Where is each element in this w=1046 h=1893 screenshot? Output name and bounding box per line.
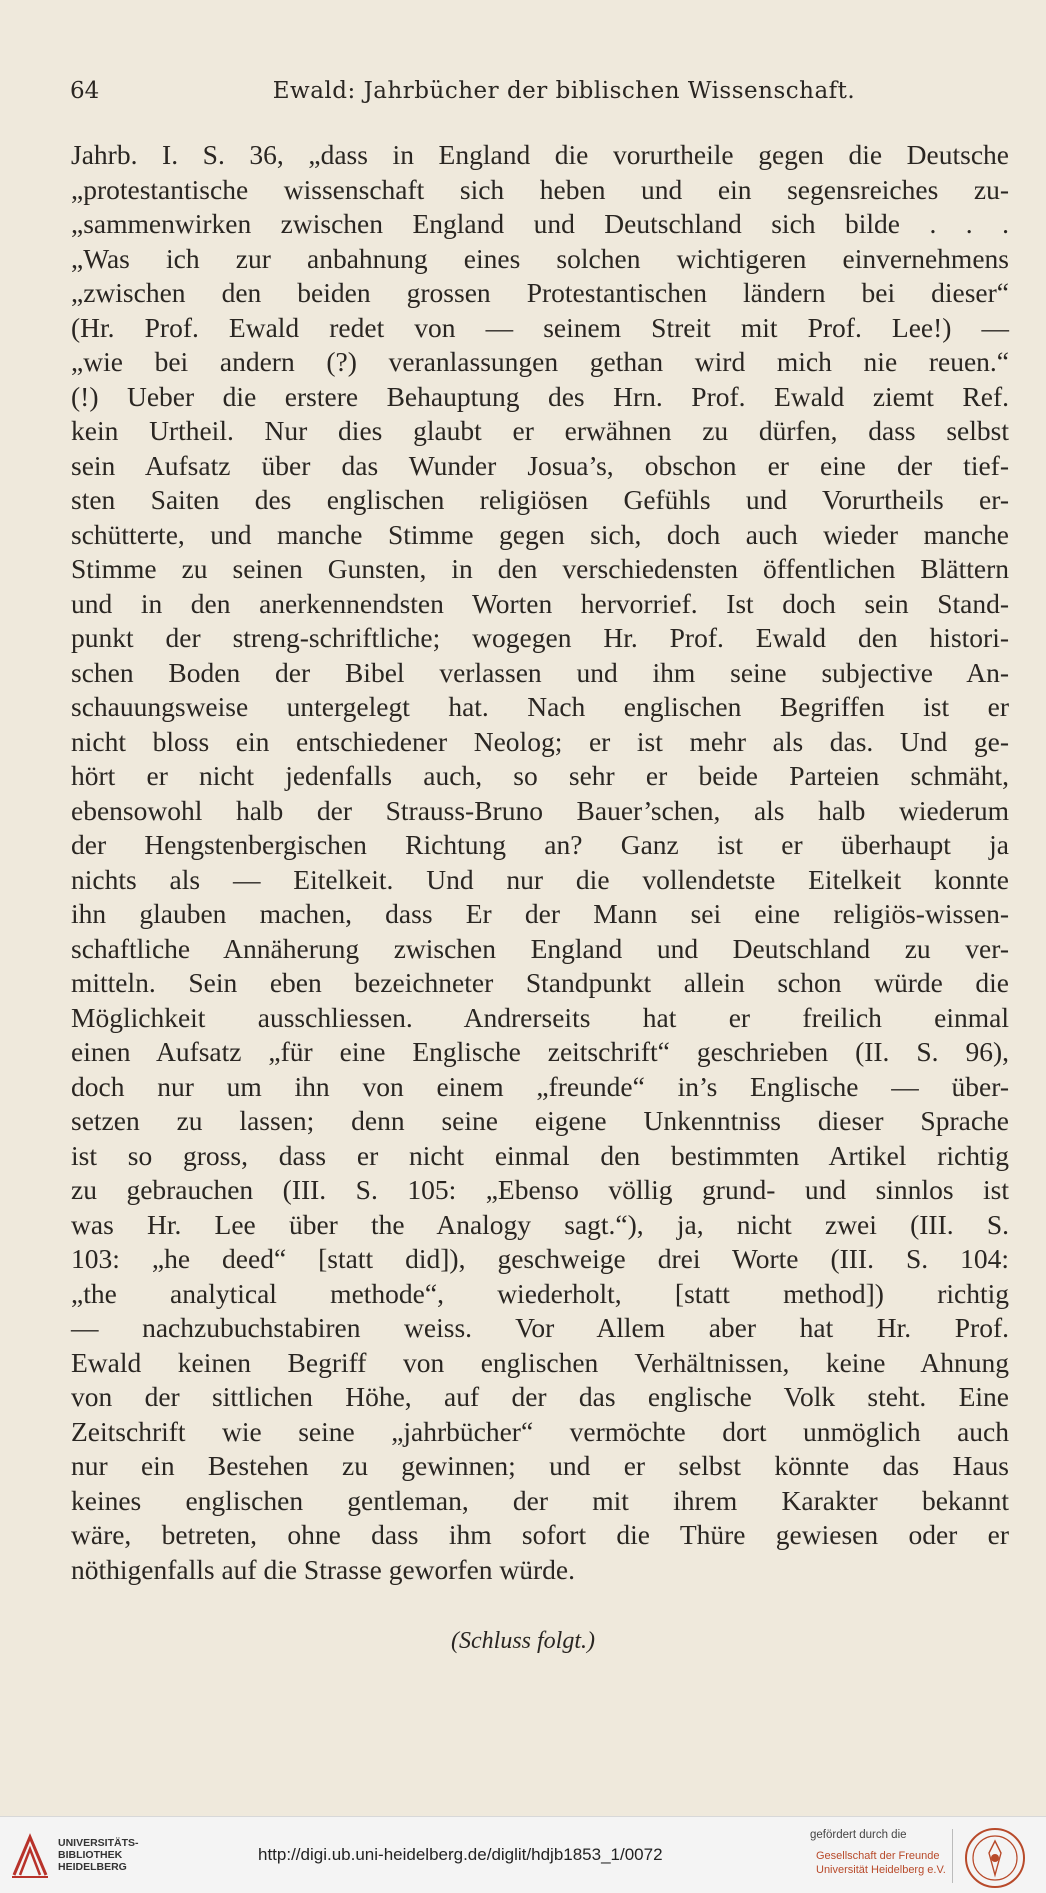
text-line: „zwischen den beiden grossen Protestantischen ländern bei dieser“	[71, 277, 1009, 308]
text-line: keines englischen gentleman, der mit ihrem Karakter bekannt	[71, 1484, 1009, 1516]
text-line: „the analytical methode“, wiederholt, [statt method]) richtig	[71, 1277, 1009, 1309]
text-line: schütterte, und manche Stimme gegen sich, doch auch wieder manche	[71, 518, 1009, 550]
footer-divider	[952, 1829, 953, 1883]
text-line: schen Boden der Bibel verlassen und ihm seine subjective An-	[71, 656, 1009, 688]
text-line: punkt der streng-schriftliche; wogegen Hr. Prof. Ewald den histori-	[71, 622, 1009, 653]
text-line: „sammenwirken zwischen England und Deutschland sich bilde . . .	[71, 208, 1009, 239]
page-number: 64	[70, 78, 100, 104]
text-line: schauungsweise untergelegt hat. Nach englischen Begriffen ist er	[71, 691, 1009, 722]
text-line: sein Aufsatz über das Wunder Josua’s, obschon er eine der tief-	[71, 449, 1009, 481]
text-line: zu gebrauchen (III. S. 105: „Ebenso völlig grund- und sinnlos ist	[71, 1174, 1009, 1205]
text-line: „wie bei andern (?) veranlassungen gethan wird mich nie reuen.“	[71, 346, 1009, 377]
text-line: was Hr. Lee über the Analogy sagt.“), ja, nicht zwei (III. S.	[71, 1208, 1009, 1240]
text-line: nichts als — Eitelkeit. Und nur die vollendetste Eitelkeit konnte	[71, 863, 1009, 895]
body-text	[71, 138, 1009, 1587]
text-line: schaftliche Annäherung zwischen England und Deutschland zu ver-	[71, 932, 1009, 964]
text-line: Zeitschrift wie seine „jahrbücher“ vermöchte dort unmöglich auch	[71, 1415, 1009, 1447]
text-line: der Hengstenbergischen Richtung an? Ganz ist er überhaupt ja	[71, 829, 1009, 860]
university-library-logo-icon	[10, 1831, 50, 1881]
text-line: ebensowohl halb der Strauss-Bruno Bauer’schen, als halb wiederum	[71, 794, 1009, 826]
sponsor-name-line: Universität Heidelberg e.V.	[816, 1864, 946, 1876]
text-line: nicht bloss ein entschiedener Neolog; er ist mehr als das. Und ge-	[71, 725, 1009, 757]
running-title: Ewald: Jahrbücher der biblischen Wissenschaft.	[272, 78, 856, 104]
sponsor-name	[816, 1849, 946, 1877]
text-line: nur ein Bestehen zu gewinnen; und er selbst könnte das Haus	[71, 1450, 1009, 1481]
text-line: kein Urtheil. Nur dies glaubt er erwähnen zu dürfen, dass selbst	[71, 415, 1009, 446]
text-line: nöthigenfalls auf die Strasse geworfen würde.	[71, 1553, 576, 1585]
closing-note: (Schluss folgt.)	[451, 1628, 595, 1654]
text-line: Stimme zu seinen Gunsten, in den verschiedensten öffentlichen Blättern	[71, 553, 1009, 584]
text-line: 103: „he deed“ [statt did]), geschweige drei Worte (III. S. 104:	[71, 1243, 1009, 1274]
text-line: sten Saiten des englischen religiösen Gefühls und Vorurtheils er-	[71, 484, 1009, 515]
text-line: Jahrb. I. S. 36, „dass in England die vorurtheile gegen die Deutsche	[71, 139, 1009, 170]
text-line: mitteln. Sein eben bezeichneter Standpunkt allein schon würde die	[71, 967, 1009, 998]
footer-bar	[0, 1816, 1046, 1893]
text-line: wäre, betreten, ohne dass ihm sofort die Thüre gewiesen oder er	[71, 1519, 1009, 1550]
library-name-line: HEIDELBERG	[58, 1861, 127, 1873]
page-header	[70, 78, 998, 108]
sponsor-name-line: Gesellschaft der Freunde	[816, 1850, 940, 1862]
text-line: — nachzubuchstabiren weiss. Vor Allem aber hat Hr. Prof.	[71, 1312, 1009, 1343]
text-line: „protestantische wissenschaft sich heben und ein segensreiches zu-	[71, 173, 1009, 205]
text-line: ist so gross, dass er nicht einmal den bestimmten Artikel richtig	[71, 1139, 1009, 1171]
text-line: hört er nicht jedenfalls auch, so sehr er beide Parteien schmäht,	[71, 760, 1009, 791]
sponsor-label: gefördert durch die	[810, 1829, 907, 1841]
text-line: (!) Ueber die erstere Behauptung des Hrn. Prof. Ewald ziemt Ref.	[71, 380, 1009, 412]
text-line: „Was ich zur anbahnung eines solchen wichtigeren einvernehmens	[71, 242, 1009, 274]
text-line: von der sittlichen Höhe, auf der das englische Volk steht. Eine	[71, 1381, 1009, 1412]
text-line: setzen zu lassen; denn seine eigene Unkenntniss dieser Sprache	[71, 1105, 1009, 1136]
text-line: einen Aufsatz „für eine Englische zeitschrift“ geschrieben (II. S. 96),	[71, 1036, 1009, 1067]
text-line: doch nur um ihn von einem „freunde“ in’s Englische — über-	[71, 1070, 1009, 1102]
library-name	[58, 1837, 139, 1873]
university-seal-icon	[964, 1827, 1026, 1889]
permalink-url[interactable]: http://digi.ub.uni-heidelberg.de/diglit/hdjb1853_1/0072	[258, 1845, 663, 1864]
text-line: ihn glauben machen, dass Er der Mann sei eine religiös-wissen-	[71, 898, 1009, 929]
text-line: und in den anerkennendsten Worten hervorrief. Ist doch sein Stand-	[71, 587, 1009, 619]
text-line: Ewald keinen Begriff von englischen Verhältnissen, keine Ahnung	[71, 1346, 1009, 1378]
library-name-line: BIBLIOTHEK	[58, 1849, 123, 1861]
library-name-line: UNIVERSITÄTS-	[58, 1837, 139, 1849]
text-line: (Hr. Prof. Ewald redet von — seinem Streit mit Prof. Lee!) —	[71, 311, 1009, 343]
text-line: Möglichkeit ausschliessen. Andrerseits hat er freilich einmal	[71, 1001, 1009, 1033]
